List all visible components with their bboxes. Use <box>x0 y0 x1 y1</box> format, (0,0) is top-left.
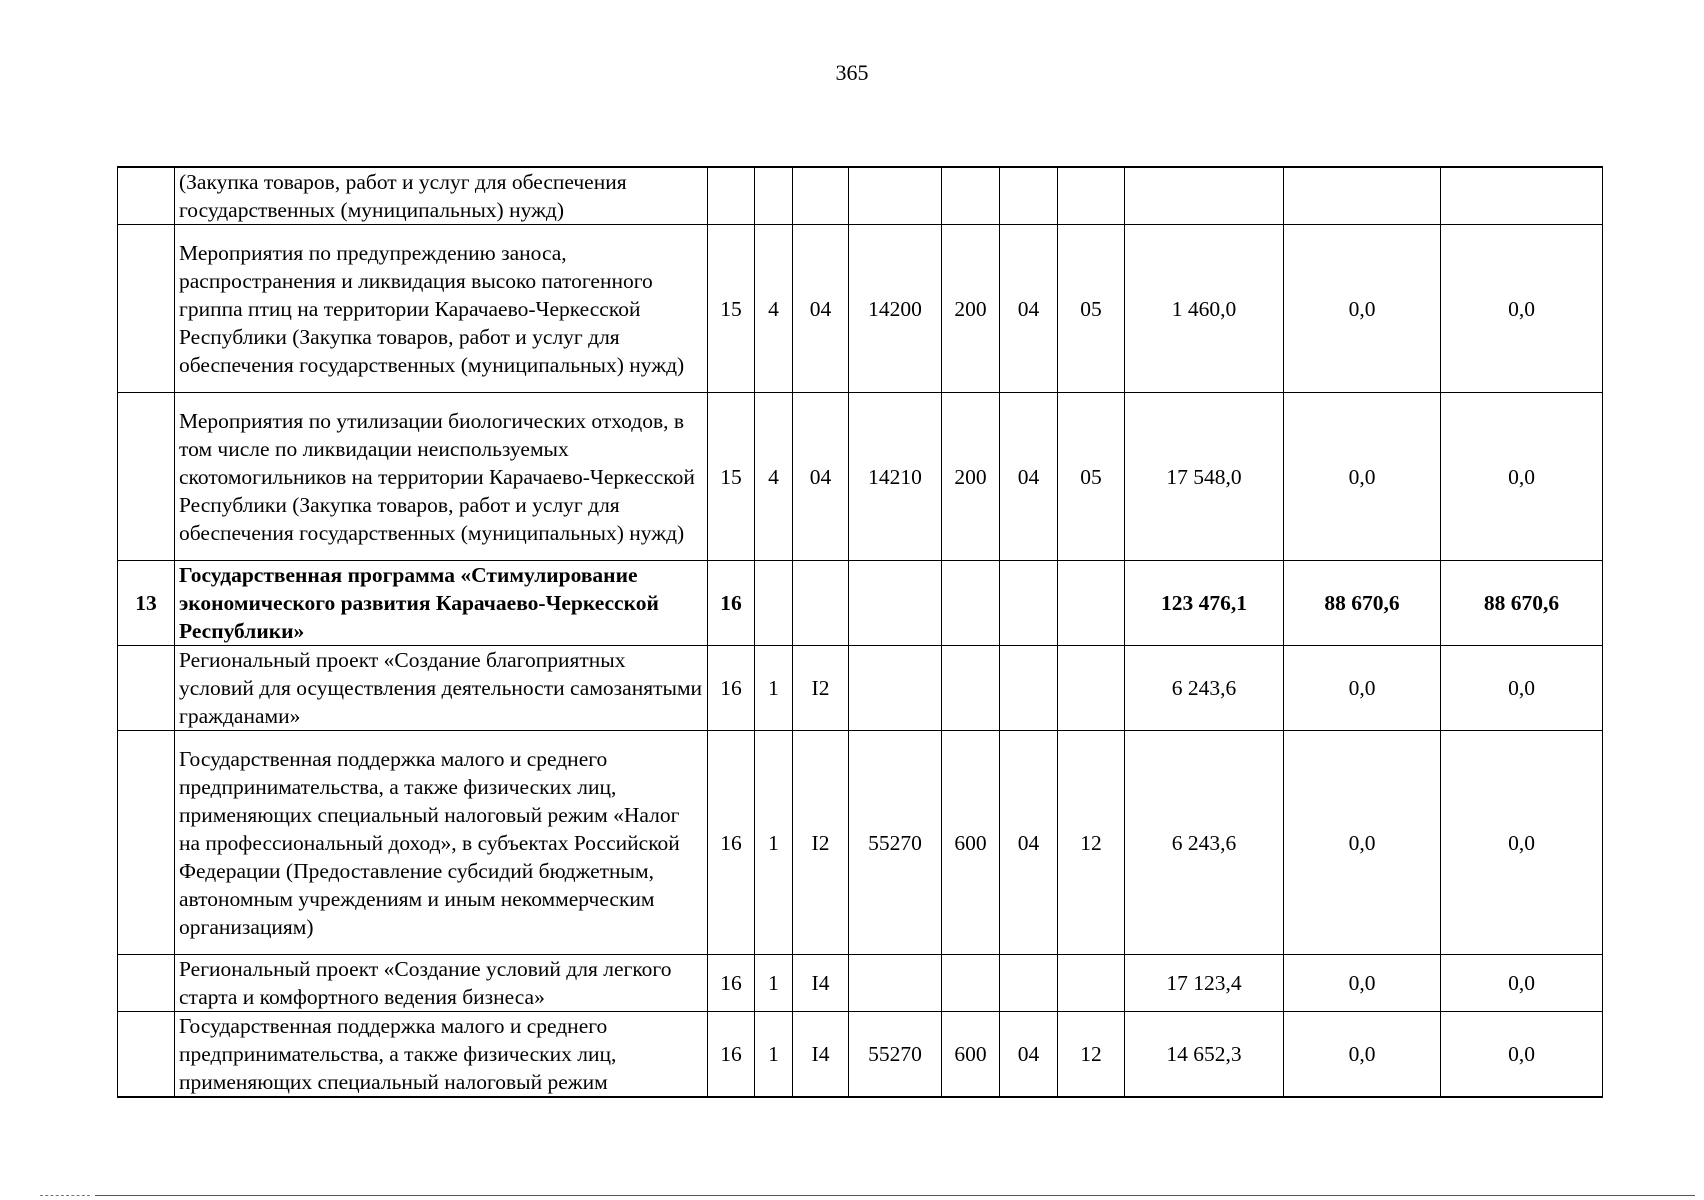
cell-expense-type <box>942 955 1000 1012</box>
table-row <box>118 955 1603 1012</box>
cell-amount-year3: 0,0 <box>1441 731 1603 955</box>
cell-subprogram: 1 <box>755 1012 793 1098</box>
cell-amount-year3: 0,0 <box>1441 955 1603 1012</box>
cell-event: I4 <box>793 1012 849 1098</box>
cell-amount-year2 <box>1284 167 1441 225</box>
scan-edge-mark <box>40 1195 90 1197</box>
cell-amount-year2: 0,0 <box>1284 1012 1441 1098</box>
cell-amount-year2: 0,0 <box>1284 393 1441 561</box>
cell-amount-year3: 88 670,6 <box>1441 561 1603 646</box>
cell-event: I2 <box>793 646 849 731</box>
row-number <box>118 225 175 393</box>
cell-subsection <box>1058 167 1125 225</box>
cell-ministry: 15 <box>708 225 755 393</box>
cell-direction <box>849 955 942 1012</box>
row-name: Государственная поддержка малого и среднего предпринимательства, а также физических лиц, применяющих специальный налоговый режим <box>175 1012 708 1098</box>
cell-subprogram <box>755 561 793 646</box>
cell-direction: 55270 <box>849 1012 942 1098</box>
cell-event: I2 <box>793 731 849 955</box>
cell-ministry: 15 <box>708 393 755 561</box>
cell-section: 04 <box>1000 1012 1058 1098</box>
table-row-program <box>118 561 1603 646</box>
cell-amount-year2: 0,0 <box>1284 646 1441 731</box>
cell-subprogram: 1 <box>755 731 793 955</box>
cell-amount-year2: 0,0 <box>1284 955 1441 1012</box>
cell-event <box>793 561 849 646</box>
row-name: Региональный проект «Создание благоприятных условий для осуществления деятельности самозанятыми гражданами» <box>175 646 708 731</box>
cell-ministry: 16 <box>708 731 755 955</box>
cell-ministry: 16 <box>708 1012 755 1098</box>
cell-ministry: 16 <box>708 646 755 731</box>
cell-amount-year3: 0,0 <box>1441 1012 1603 1098</box>
cell-subprogram: 4 <box>755 225 793 393</box>
cell-section: 04 <box>1000 731 1058 955</box>
cell-amount-year1: 6 243,6 <box>1125 646 1284 731</box>
page-bottom-rule <box>95 1195 1695 1196</box>
cell-expense-type <box>942 561 1000 646</box>
row-number <box>118 1012 175 1098</box>
cell-amount-year1: 14 652,3 <box>1125 1012 1284 1098</box>
table-row <box>118 225 1603 393</box>
cell-direction <box>849 561 942 646</box>
cell-amount-year1: 17 548,0 <box>1125 393 1284 561</box>
cell-event: 04 <box>793 225 849 393</box>
cell-direction: 14200 <box>849 225 942 393</box>
row-name: Государственная программа «Стимулирование экономического развития Карачаево-Черкесской Республики» <box>175 561 708 646</box>
cell-section <box>1000 955 1058 1012</box>
table-row <box>118 393 1603 561</box>
cell-direction: 14210 <box>849 393 942 561</box>
cell-amount-year2: 0,0 <box>1284 731 1441 955</box>
row-number <box>118 393 175 561</box>
cell-subprogram: 4 <box>755 393 793 561</box>
cell-section <box>1000 561 1058 646</box>
cell-subprogram: 1 <box>755 646 793 731</box>
cell-expense-type: 600 <box>942 1012 1000 1098</box>
cell-subsection: 12 <box>1058 731 1125 955</box>
cell-subprogram: 1 <box>755 955 793 1012</box>
cell-event: I4 <box>793 955 849 1012</box>
cell-section: 04 <box>1000 393 1058 561</box>
cell-expense-type <box>942 646 1000 731</box>
cell-direction <box>849 646 942 731</box>
cell-amount-year3: 0,0 <box>1441 225 1603 393</box>
cell-subprogram <box>755 167 793 225</box>
cell-amount-year3: 0,0 <box>1441 646 1603 731</box>
cell-section: 04 <box>1000 225 1058 393</box>
cell-subsection: 05 <box>1058 393 1125 561</box>
row-number <box>118 955 175 1012</box>
row-name: Мероприятия по утилизации биологических отходов, в том числе по ликвидации неиспользуемых скотомогильников на территории Карачаево-Черкесской Республики (Закупка товаров, работ и услуг для обеспечения государственных (муниципальных) нужд) <box>175 393 708 561</box>
cell-subsection: 05 <box>1058 225 1125 393</box>
cell-expense-type: 200 <box>942 393 1000 561</box>
row-number <box>118 646 175 731</box>
table-row <box>118 731 1603 955</box>
row-number: 13 <box>118 561 175 646</box>
cell-expense-type: 200 <box>942 225 1000 393</box>
row-name: Мероприятия по предупреждению заноса, распространения и ликвидация высоко патогенного гриппа птиц на территории Карачаево-Черкесской Республики (Закупка товаров, работ и услуг для обеспечения государственных (муниципальных) нужд) <box>175 225 708 393</box>
cell-subsection <box>1058 561 1125 646</box>
row-name: Государственная поддержка малого и среднего предпринимательства, а также физических лиц, применяющих специальный налоговый режим «Налог на профессиональный доход», в субъектах Российской Федерации (Предоставление субсидий бюджетным, автономным учреждениям и иным некоммерческим организациям) <box>175 731 708 955</box>
row-name: (Закупка товаров, работ и услуг для обеспечения государственных (муниципальных) нужд) <box>175 167 708 225</box>
cell-ministry: 16 <box>708 955 755 1012</box>
cell-amount-year3: 0,0 <box>1441 393 1603 561</box>
cell-event: 04 <box>793 393 849 561</box>
cell-amount-year1 <box>1125 167 1284 225</box>
cell-amount-year2: 88 670,6 <box>1284 561 1441 646</box>
cell-ministry <box>708 167 755 225</box>
cell-subsection: 12 <box>1058 1012 1125 1098</box>
cell-amount-year1: 1 460,0 <box>1125 225 1284 393</box>
table-row <box>118 167 1603 225</box>
cell-amount-year1: 123 476,1 <box>1125 561 1284 646</box>
table-row <box>118 646 1603 731</box>
cell-amount-year1: 6 243,6 <box>1125 731 1284 955</box>
budget-table <box>117 166 1603 1098</box>
cell-amount-year3 <box>1441 167 1603 225</box>
table-row <box>118 1012 1603 1098</box>
cell-direction <box>849 167 942 225</box>
cell-direction: 55270 <box>849 731 942 955</box>
row-number <box>118 167 175 225</box>
cell-expense-type: 600 <box>942 731 1000 955</box>
cell-event <box>793 167 849 225</box>
cell-amount-year2: 0,0 <box>1284 225 1441 393</box>
row-name: Региональный проект «Создание условий для легкого старта и комфортного ведения бизнеса» <box>175 955 708 1012</box>
cell-section <box>1000 646 1058 731</box>
cell-subsection <box>1058 646 1125 731</box>
page-number: 365 <box>835 60 869 85</box>
cell-section <box>1000 167 1058 225</box>
cell-subsection <box>1058 955 1125 1012</box>
cell-amount-year1: 17 123,4 <box>1125 955 1284 1012</box>
cell-expense-type <box>942 167 1000 225</box>
cell-ministry: 16 <box>708 561 755 646</box>
row-number <box>118 731 175 955</box>
